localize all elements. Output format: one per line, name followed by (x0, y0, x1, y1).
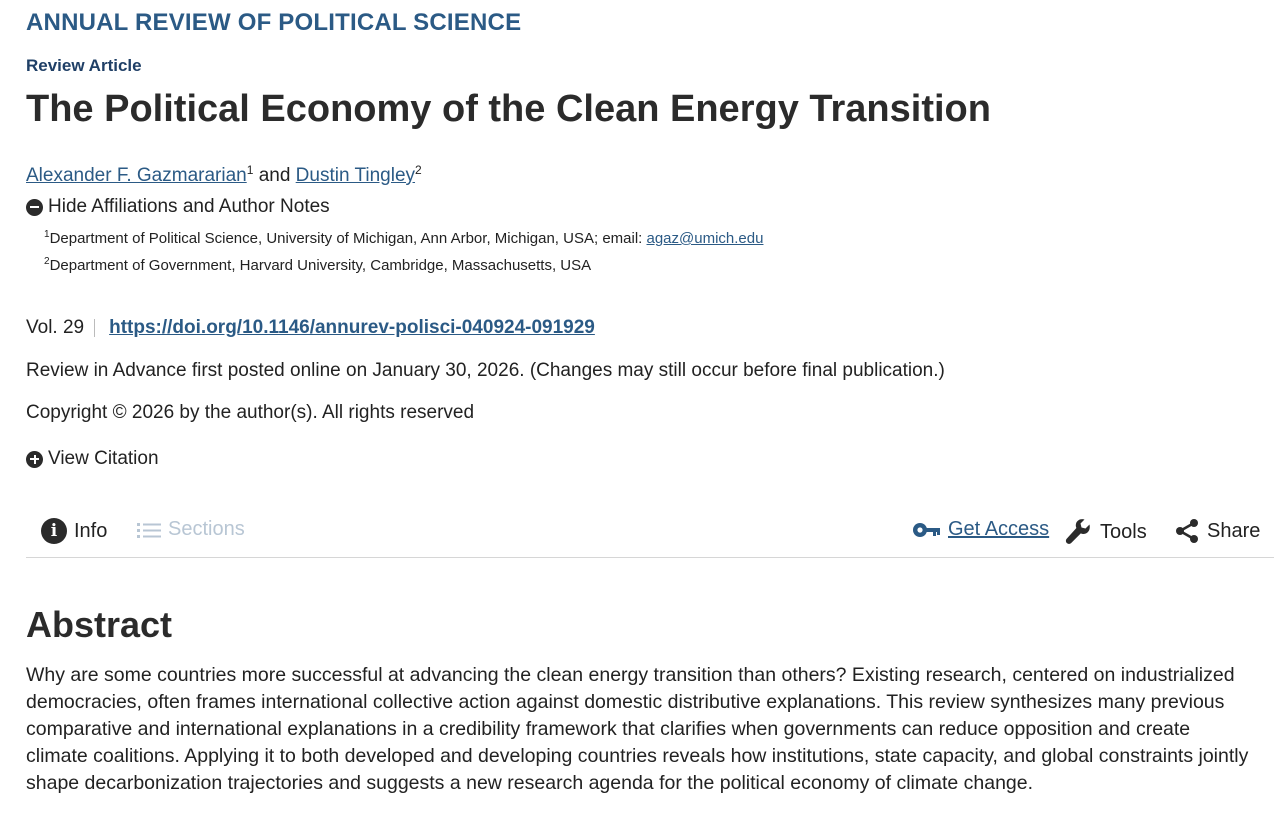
info-button[interactable] (41, 518, 107, 544)
affiliation-sup: 1 (44, 229, 50, 240)
author-list (26, 163, 422, 187)
get-access-button[interactable] (913, 518, 1049, 541)
hide-affiliations-label: Hide Affiliations and Author Notes (48, 196, 330, 217)
tools-label: Tools (1100, 520, 1147, 543)
share-label: Share (1207, 519, 1261, 542)
tools-button[interactable] (1065, 518, 1147, 546)
share-button[interactable] (1174, 518, 1260, 544)
article-toolbar (26, 505, 1274, 558)
affiliation-text: Department of Government, Harvard University, Cambridge, Massachusetts, USA (49, 257, 592, 274)
affiliation-text: Department of Political Science, University of Michigan, Ann Arbor, Michigan, USA; email: (49, 230, 647, 247)
copyright: Copyright © 2026 by the author(s). All rights reserved (26, 402, 475, 423)
list-icon (137, 521, 161, 539)
author-link-gazmararian[interactable]: Alexander F. Gazmararian (26, 165, 247, 186)
view-citation-label: View Citation (48, 448, 159, 469)
affiliation-sup: 2 (44, 256, 50, 267)
doi-link[interactable]: https://doi.org/10.1146/annurev-polisci-040924-091929 (109, 317, 595, 338)
sections-button[interactable] (137, 518, 245, 541)
wrench-icon (1065, 518, 1093, 546)
author-sup: 1 (246, 163, 254, 177)
plus-circle-icon (26, 451, 43, 468)
affiliation-2 (44, 256, 591, 274)
get-access-label[interactable]: Get Access (948, 518, 1050, 540)
info-icon: i (41, 518, 67, 544)
author-sup: 2 (415, 163, 422, 177)
volume: Vol. 29 (26, 317, 85, 338)
volume-doi-row (26, 317, 595, 339)
minus-circle-icon (26, 199, 43, 216)
hide-affiliations-toggle[interactable] (26, 196, 330, 218)
divider (94, 319, 95, 337)
affiliation-1 (44, 229, 763, 247)
view-citation-toggle[interactable] (26, 448, 159, 470)
abstract-heading: Abstract (26, 604, 173, 645)
key-icon (913, 522, 941, 538)
journal-name[interactable]: ANNUAL REVIEW OF POLITICAL SCIENCE (26, 9, 522, 36)
author-joiner: and (258, 165, 291, 186)
posted-date: Review in Advance first posted online on January 30, 2026. (Changes may still occur before final publication.) (26, 360, 945, 381)
article-title: The Political Economy of the Clean Energy Transition (26, 88, 991, 130)
share-icon (1174, 518, 1200, 544)
sections-label: Sections (168, 518, 245, 540)
email-link[interactable]: agaz@umich.edu (646, 230, 764, 247)
author-link-tingley[interactable]: Dustin Tingley (295, 165, 416, 186)
abstract-text: Why are some countries more successful at advancing the clean energy transition than others? Existing research, centered on industrialized democracies, often frames international collective action against domestic distributive explanations. This review synthesizes many previous comparative and international explanations in a credibility framework that clarifies when governments can reduce opposition and create climate coalitions. Applying it to both developed and developing countries reveals how institutions, state capacity, and global constraints jointly shape decarbonization trajectories and suggests a new research agenda for the political economy of climate change. (26, 664, 1249, 794)
article-type: Review Article (26, 56, 142, 75)
info-label: Info (74, 519, 108, 542)
